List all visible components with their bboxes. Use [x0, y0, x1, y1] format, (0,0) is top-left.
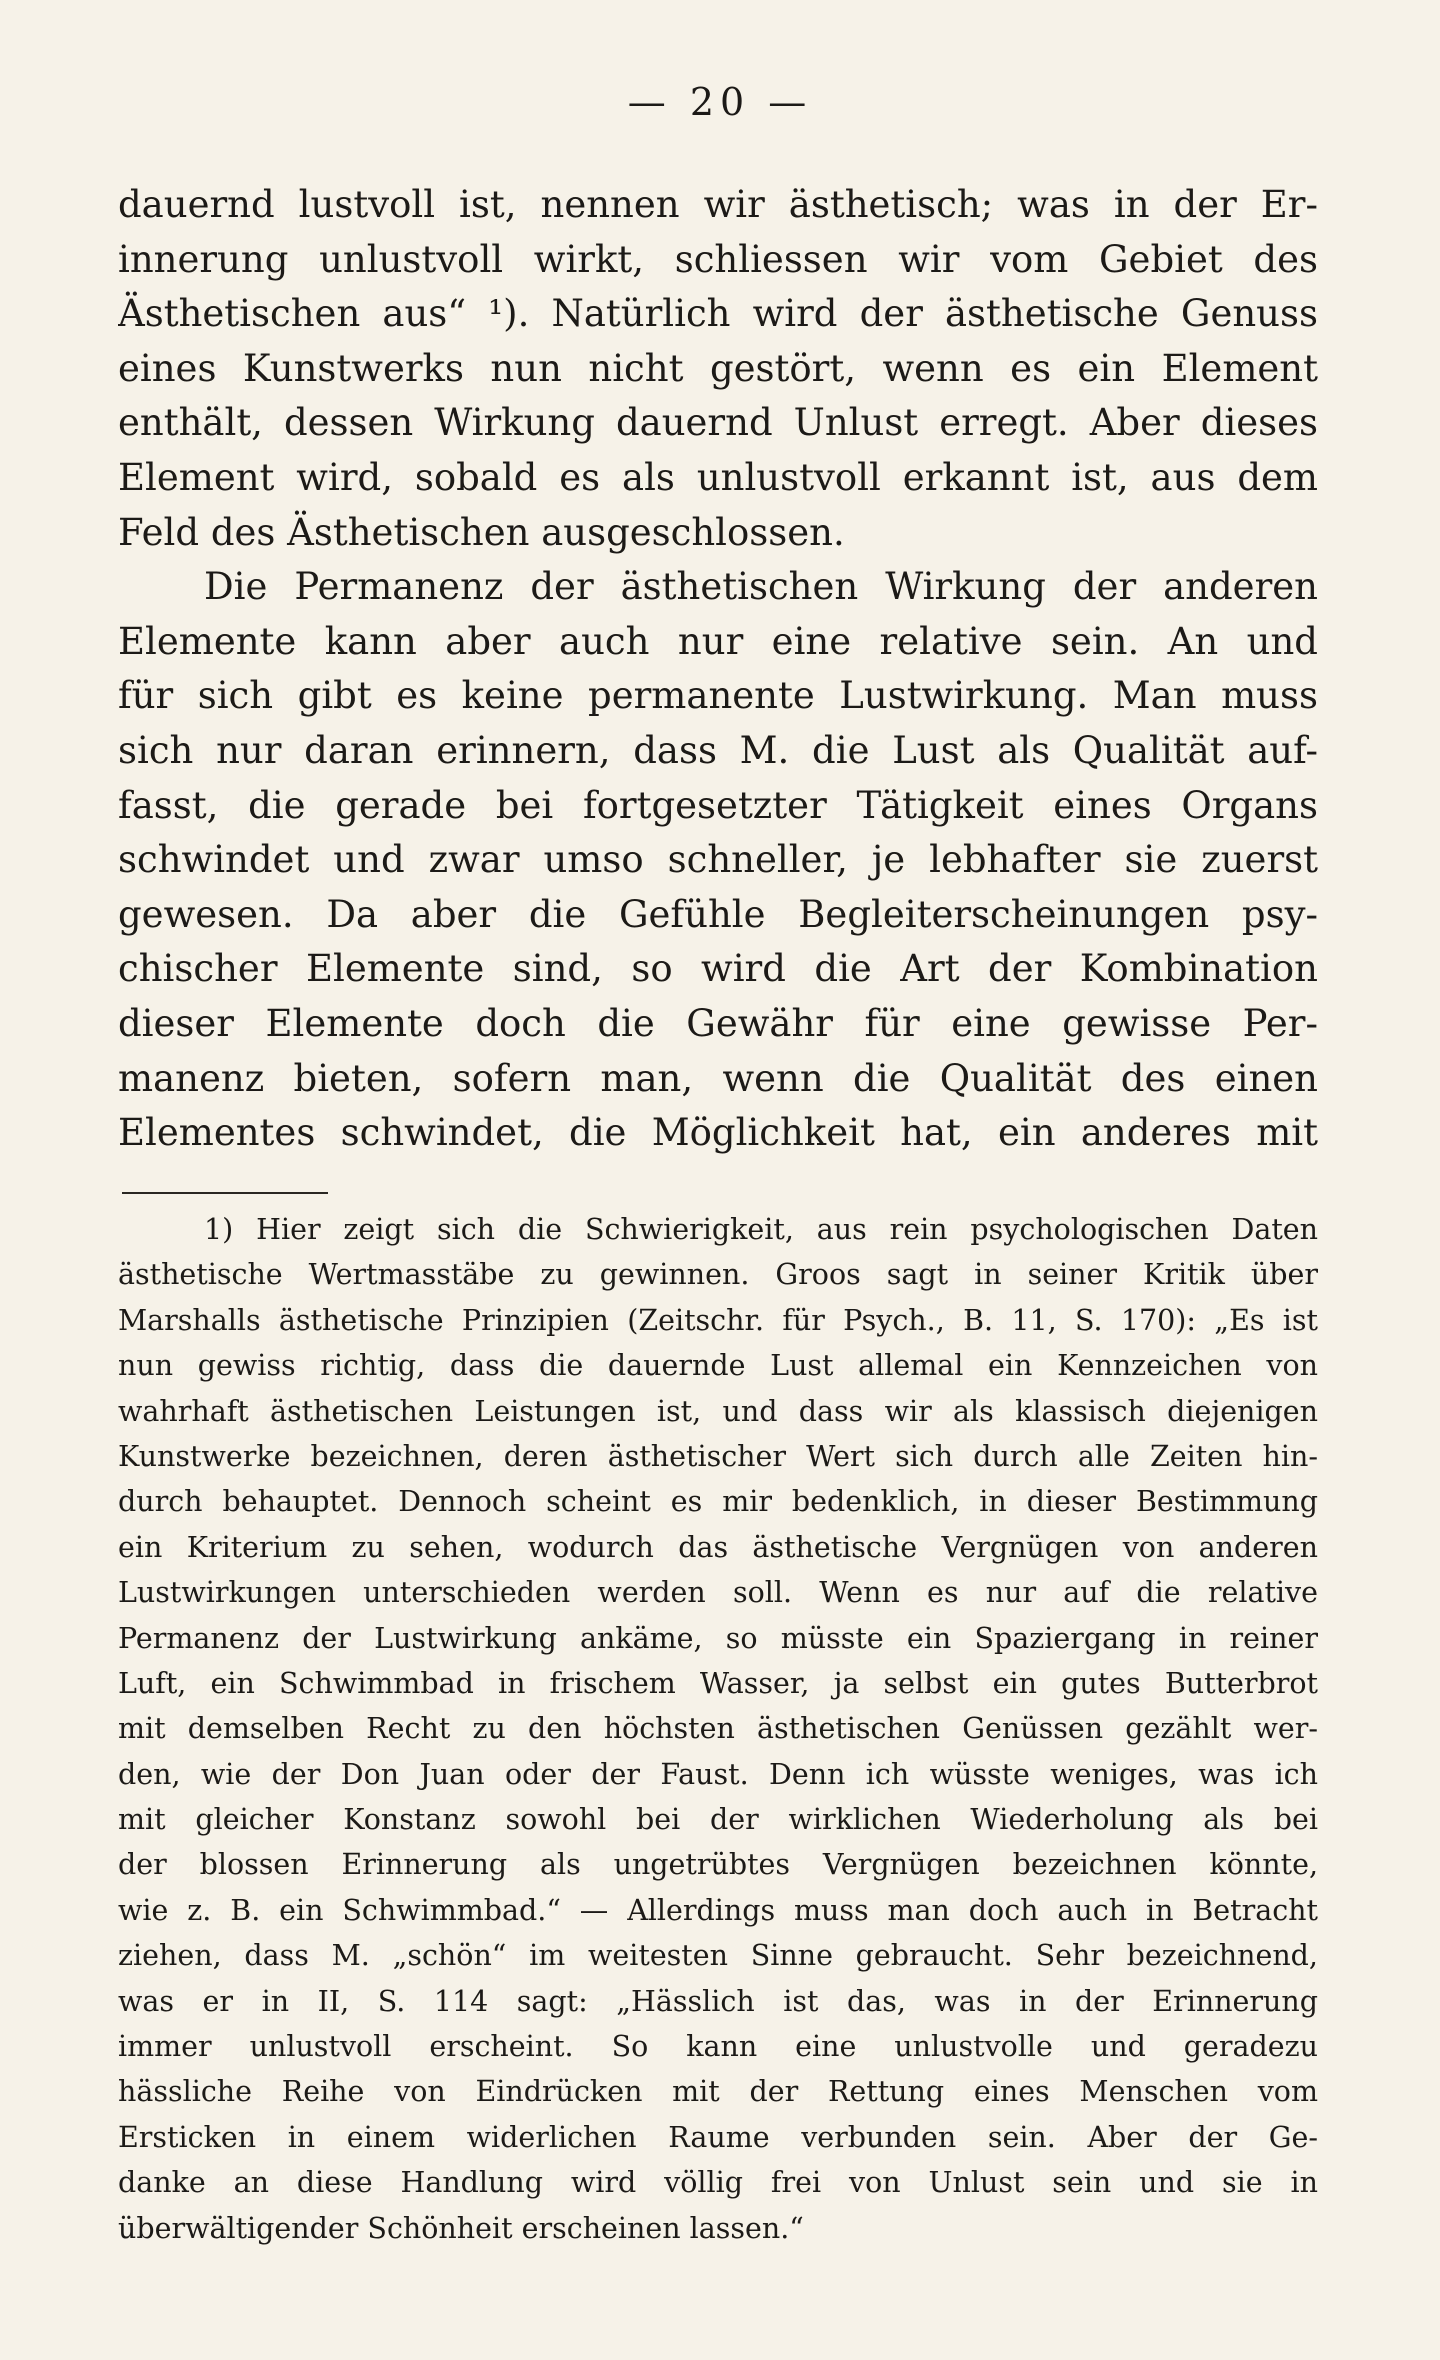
- footnote-divider: [122, 1192, 328, 1194]
- footnote-line: mit gleicher Konstanz sowohl bei der wirklichen Wiederholung als bei: [118, 1803, 1318, 1837]
- footnote-line: mit demselben Recht zu den höchsten ästhetischen Genüssen gezählt wer-: [118, 1712, 1318, 1746]
- text-line: fasst, die gerade bei fortgesetzter Tätigkeit eines Organs: [118, 783, 1318, 827]
- text-line: sich nur daran erinnern, dass M. die Lust als Qualität auf-: [118, 728, 1318, 772]
- text-line: Elementes schwindet, die Möglichkeit hat, ein anderes mit: [118, 1111, 1318, 1155]
- text-line: enthält, dessen Wirkung dauernd Unlust erregt. Aber dieses: [118, 401, 1318, 445]
- footnote-line: überwältigender Schönheit erscheinen lassen.“: [118, 2211, 804, 2245]
- footnote-line: Ersticken in einem widerlichen Raume verbunden sein. Aber der Ge-: [118, 2120, 1318, 2154]
- footnote: [118, 1207, 1318, 2251]
- text-line: Elemente kann aber auch nur eine relative sein. An und: [118, 619, 1318, 663]
- footnote-line: Kunstwerke bezeichnen, deren ästhetischer Wert sich durch alle Zeiten hin-: [118, 1439, 1318, 1473]
- footnote-line: nun gewiss richtig, dass die dauernde Lust allemal ein Kennzeichen von: [118, 1349, 1318, 1383]
- text-line: chischer Elemente sind, so wird die Art der Kombination: [118, 947, 1318, 991]
- footnote-line: der blossen Erinnerung als ungetrübtes Vergnügen bezeichnen könnte,: [118, 1848, 1318, 1882]
- footnote-line: ästhetische Wertmasstäbe zu gewinnen. Groos sagt in seiner Kritik über: [118, 1258, 1318, 1292]
- footnote-line: Lustwirkungen unterschieden werden soll. Wenn es nur auf die relative: [118, 1576, 1318, 1610]
- footnote-line: hässliche Reihe von Eindrücken mit der Rettung eines Menschen vom: [118, 2075, 1318, 2109]
- text-line: eines Kunstwerks nun nicht gestört, wenn es ein Element: [118, 346, 1318, 390]
- footnote-line: Luft, ein Schwimmbad in frischem Wasser, ja selbst ein gutes Butterbrot: [118, 1666, 1318, 1700]
- text-line: schwindet und zwar umso schneller, je lebhafter sie zuerst: [118, 838, 1318, 882]
- footnote-line: wahrhaft ästhetischen Leistungen ist, und dass wir als klassisch diejenigen: [118, 1394, 1318, 1428]
- main-text: [118, 178, 1318, 1161]
- text-line: gewesen. Da aber die Gefühle Begleiterscheinungen psy-: [118, 892, 1318, 936]
- footnote-line: 1) Hier zeigt sich die Schwierigkeit, aus rein psychologischen Daten: [204, 1213, 1318, 1246]
- footnote-line: ziehen, dass M. „schön“ im weitesten Sinne gebraucht. Sehr bezeichnend,: [118, 1939, 1318, 1973]
- footnote-line: Marshalls ästhetische Prinzipien (Zeitschr. für Psych., B. 11, S. 170): „Es ist: [118, 1303, 1318, 1337]
- page-number: — 20 —: [627, 80, 813, 124]
- footnote-line: durch behauptet. Dennoch scheint es mir bedenklich, in dieser Bestimmung: [118, 1485, 1318, 1519]
- text-line: innerung unlustvoll wirkt, schliessen wir vom Gebiet des: [118, 237, 1318, 281]
- text-line: manenz bieten, sofern man, wenn die Qualität des einen: [118, 1056, 1318, 1100]
- text-line: für sich gibt es keine permanente Lustwirkung. Man muss: [118, 674, 1318, 718]
- footnote-line: was er in II, S. 114 sagt: „Hässlich ist das, was in der Erinnerung: [118, 1984, 1318, 2018]
- footnote-line: den, wie der Don Juan oder der Faust. Denn ich wüsste weniges, was ich: [118, 1757, 1318, 1791]
- footnote-line: Permanenz der Lustwirkung ankäme, so müsste ein Spaziergang in reiner: [118, 1621, 1318, 1655]
- text-line: dauernd lustvoll ist, nennen wir ästhetisch; was in der Er-: [118, 183, 1318, 226]
- text-line: Element wird, sobald es als unlustvoll erkannt ist, aus dem: [118, 455, 1318, 499]
- text-line: Ästhetischen aus“ ¹). Natürlich wird der ästhetische Genuss: [118, 292, 1318, 336]
- text-line: Feld des Ästhetischen ausgeschlossen.: [118, 510, 845, 554]
- footnote-line: ein Kriterium zu sehen, wodurch das ästhetische Vergnügen von anderen: [118, 1530, 1318, 1564]
- text-line: Die Permanenz der ästhetischen Wirkung der anderen: [204, 565, 1318, 609]
- footnote-line: wie z. B. ein Schwimmbad.“ — Allerdings muss man doch auch in Betracht: [118, 1893, 1318, 1927]
- footnote-line: danke an diese Handlung wird völlig frei von Unlust sein und sie in: [118, 2166, 1318, 2200]
- footnote-line: immer unlustvoll erscheint. So kann eine unlustvolle und geradezu: [118, 2030, 1318, 2064]
- text-line: dieser Elemente doch die Gewähr für eine gewisse Per-: [118, 1001, 1318, 1045]
